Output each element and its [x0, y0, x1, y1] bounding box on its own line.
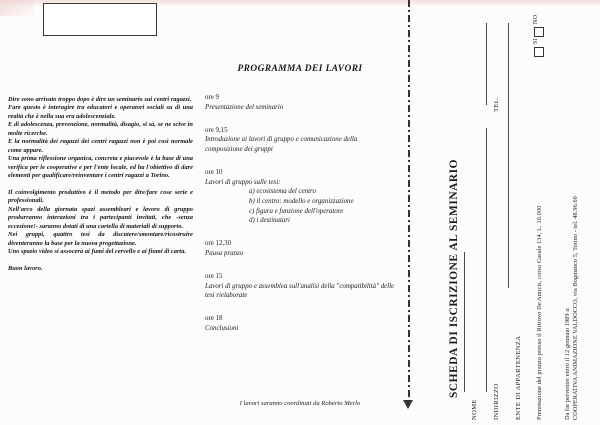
field-label-tel: TEL.	[493, 96, 500, 112]
slot-subitem: b) il centro: modello e organizzazione	[249, 197, 354, 205]
slot-description: Conclusioni	[205, 325, 239, 333]
lunch-reservation-note: Prenotazione del pranzo presso il Ritrovo De Amicis, corso Casale 134, L. 10.000	[536, 205, 543, 420]
slot-subitem: d) i destinatari	[249, 217, 290, 225]
letter-paragraph: Uno spazio video si assocerà ai fumi del cervello e ai fiumi di carta.	[8, 248, 187, 256]
checkbox-label-no: NO	[533, 14, 539, 24]
intro-letter	[8, 96, 193, 273]
programme-column	[205, 64, 395, 347]
letter-paragraph: E di adolescenza, prevenzione, normalità, disagio, si sà, se ne scive in molte ricerche.	[8, 121, 193, 137]
letter-paragraph: Fare questo è interagire tra educatori e operatori sociali su di una realtà che è nella sua era adolescenziale.	[8, 104, 193, 120]
programme-slot	[205, 126, 395, 155]
field-line-indirizzo[interactable]	[486, 128, 487, 392]
registration-form-panel	[414, 0, 600, 425]
slot-description: Introduzione ai lavori di gruppo e comunicazione della composizione dei gruppi	[205, 136, 358, 153]
send-to-line-1: Da far pervenire entro il 12 gennaio 1989 a:	[564, 307, 571, 420]
slot-time: ore 9,15	[205, 126, 228, 134]
slot-time: ore 18	[205, 315, 223, 323]
programme-slot	[205, 93, 395, 112]
programme-slot	[205, 168, 395, 226]
programme-slot	[205, 314, 395, 333]
send-to-line-2: COOPERATIVA ANIMAZIONE VALDOCCO, via Bogmanco 5, Torino - tel. 48.96.60	[572, 196, 579, 420]
slot-subitem: a) ecosistema del centro	[249, 188, 316, 196]
field-line-nome[interactable]	[464, 252, 465, 392]
checkbox-label-si: SI	[533, 38, 539, 44]
slot-time: ore 12,30	[205, 240, 232, 248]
slot-subitem: c) figura e funzione dell'operatore	[249, 207, 344, 215]
slot-time: ore 9	[205, 94, 219, 101]
programme-slot	[205, 272, 395, 301]
letter-paragraph: Il coinvolgimento produttivo è il metodo per dire/fare cose serie e professionali.	[8, 188, 193, 205]
field-line-ente[interactable]	[508, 23, 509, 288]
slot-time: ore 15	[205, 273, 223, 281]
letter-paragraph: Dire sono arrivato troppo dopo è dire un seminario sui centri ragazzi.	[8, 96, 192, 103]
slot-time: ore 10	[205, 168, 223, 176]
letter-paragraph: Una prima riflessione organica, concreta e piacevole è la base di una verifica per le cooperative e per l'ente locale, ed ha l'obiettivo di dare elementi per qualificare/reinventare i centri ragazzi a Torino.	[8, 155, 193, 180]
field-label-nome: NOME	[471, 399, 478, 420]
field-label-indirizzo: INDIRIZZO	[493, 383, 500, 420]
slot-description: Lavori di gruppo e assemblea sull'analisi della "compatibilità" delle tesi rielaborate	[205, 282, 395, 300]
letter-closing: Buon lavoro.	[8, 264, 43, 272]
scan-corner-tint	[0, 0, 34, 16]
blank-box	[43, 3, 157, 36]
form-title: SCHEDA DI ISCRIZIONE AL SEMINARIO	[448, 158, 460, 398]
fold-arrow-icon	[403, 400, 413, 409]
slot-description: Pausa pranzo	[205, 250, 244, 258]
letter-paragraph: Nei gruppi, quattro tesi da discutere/smontare/ricostruire diventeranno la base per la nuova progettazione.	[8, 231, 193, 247]
field-line-tel[interactable]	[486, 23, 487, 105]
programme-slot	[205, 239, 395, 258]
slot-subitem-list	[205, 187, 395, 226]
programme-coordinator: I lavori saranno coordinati da Roberto Merlo	[239, 400, 361, 407]
slot-description: Presentazione del seminario	[205, 103, 284, 111]
fold-line	[408, 0, 410, 404]
programme-title: PROGRAMMA DEI LAVORI	[237, 64, 363, 74]
field-label-ente: ENTE DI APPARTENENZA	[515, 335, 522, 420]
letter-paragraph: E la normalità dei ragazzi dei centri ragazzi non è poi così normale come appare.	[8, 138, 193, 154]
letter-paragraph: Nell'arco della giornata spazi assembleari e lavoro di gruppo produrranno interazioni tra i partecipanti invitati, che -senza eccezione!- saranno dotati di una cartella di materiali di supporto.	[8, 205, 193, 230]
checkbox-si[interactable]	[534, 47, 544, 57]
slot-description: Lavori di gruppo sulle tesi:	[205, 178, 281, 186]
checkbox-no[interactable]	[534, 27, 544, 37]
